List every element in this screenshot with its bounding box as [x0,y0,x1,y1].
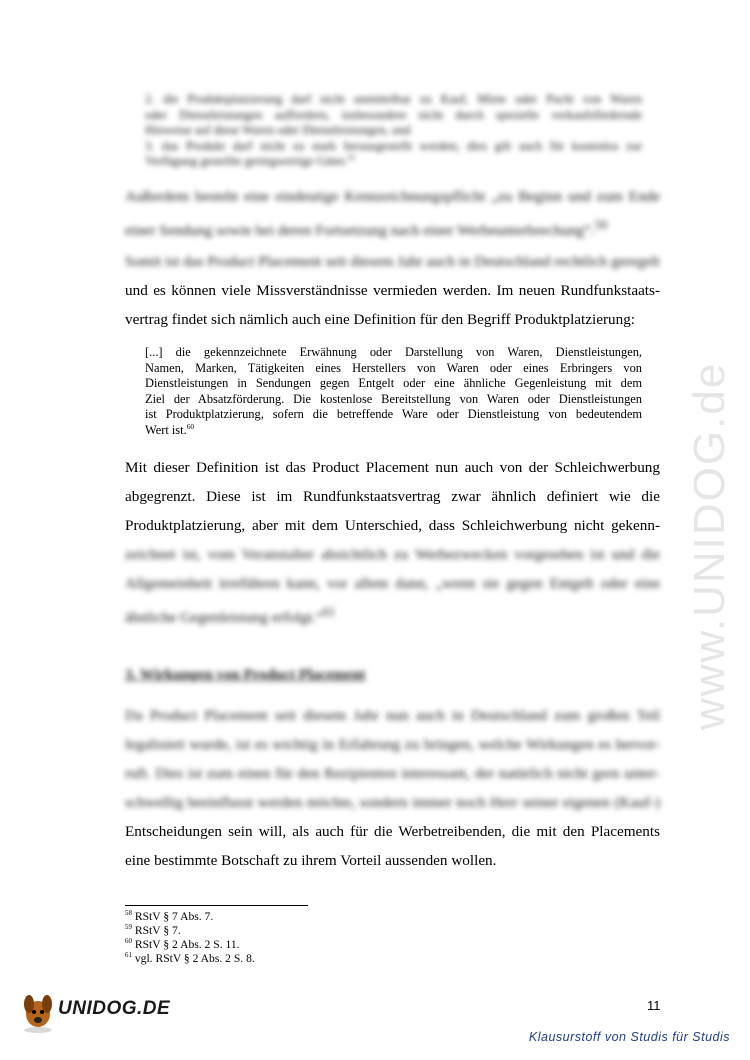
text-line: 2. die Produktplatzierung darf nicht unmittelbar zu Kauf, Miete oder Pacht von Waren [145,92,642,106]
text-line: legalisiert wurde, ist es wichtig in Erfahrung zu bringen, welche Wirkungen es hervor- [125,736,660,753]
text-line: Allgemeinheit irreführen kann, vor allem dann, „wenn sie gegen Entgelt oder eine [125,575,660,592]
text-line: oder Dienstleistungen auffordern, insbesondere nicht durch spezielle verkaufsfördernde [145,107,642,122]
footnote-ref: 61 [322,605,336,619]
footnotes [125,910,255,966]
footnote-ref: 60 [186,421,195,431]
footnote: $^{60}$ RStV § 2 Abs. 2 S. 11. [125,937,240,951]
text-line: ist Produktplatzierung, sofern die betreffende Ware oder Dienstleistung von bedeutendem [145,407,642,421]
page-number: 11 [647,998,661,1013]
logo-text: UNIDOG.DE [58,998,171,1019]
text-line: Da Product Placement seit diesem Jahr nun auch in Deutschland zum großen Teil [125,707,660,724]
text-line: ruft. Dies ist zum einen für den Rezipienten interessant, der natürlich nicht gern unter- [125,765,660,782]
text-line: vertrag findet sich nämlich auch eine Definition für den Begriff Produktplatzierung: [125,311,636,328]
text-line: einer Sendung sowie bei deren Fortsetzung nach einer Werbeunterbrechung“.$^{59}$ [125,218,608,240]
text-line: ähnliche Gegenleistung erfolgt.“$^{61}$ [125,605,336,627]
definition-quote [145,345,642,438]
section-heading: 3. Wirkungen von Product Placement [125,667,366,683]
text-line: Produktplatzierung, aber mit dem Unterschied, dass Schleichwerbung nicht gekenn- [125,517,660,534]
paragraph-schleichwerbung [125,453,660,632]
footnote: $^{59}$ RStV § 7. [125,923,181,937]
blurred-paragraph [125,182,660,245]
paragraph-definition-intro [125,247,660,334]
text-line: 3. das Produkt darf nicht zu stark herausgestellt werden; dies gilt auch für kostenlos zur [145,138,642,153]
text-line: abgegrenzt. Diese ist im Rundfunkstaatsvertrag zwar ähnlich definiert wie die [125,488,660,505]
footnote: $^{61}$ vgl. RStV § 2 Abs. 2 S. 8. [125,951,255,965]
footnote-ref: 59 [347,152,355,162]
text-line: Entscheidungen sein will, als auch für die Werbetreibenden, die mit den Placements [125,823,660,840]
footnote: $^{58}$ RStV § 7 Abs. 7. [125,909,214,923]
footnote-divider [125,905,308,906]
text-line: Außerdem besteht eine eindeutige Kennzeichnungspflicht „zu Beginn und zum Ende [125,188,660,205]
unidog-logo[interactable] [20,990,171,1038]
text-line: Namen, Marken, Tätigkeiten eines Herstellers von Waren oder eines Erbringers von [145,360,642,375]
text-line: Dienstleistungen in Sendungen gegen Entgelt oder eine ähnliche Gegenleistung mit dem [145,376,642,390]
dog-icon [20,990,60,1034]
text-line: [...] die gekennzeichnete Erwähnung oder Darstellung von Waren, Dienstleistungen, [145,345,642,359]
text-line: Hinweise auf diese Waren oder Dienstleistungen, und [145,123,411,137]
paragraph-wirkungen [125,701,660,875]
text-line: Verfügung gestellte geringwertige Güter.$^{59}$ [145,152,355,168]
text-line: Ziel der Absatzförderung. Die kostenlose Bereitstellung von Waren oder Dienstleistungen [145,391,642,406]
watermark: www.UNIDOG.de [685,361,734,730]
text-line: eine bestimmte Botschaft zu ihrem Vorteil aussenden wollen. [125,852,497,869]
text-line: schwellig beeinflusst werden möchte, sondern immer noch Herr seiner eigenen (Kauf-) [125,794,660,811]
text-line: Mit dieser Definition ist das Product Placement nun auch von der Schleichwerbung [125,459,660,476]
slogan: Klausurstoff von Studis für Studis [528,1030,730,1044]
blurred-quote [145,92,642,170]
text-line: Wert ist.$^{60}$ [145,421,195,437]
text-line: und es können viele Missverständnisse vermieden werden. Im neuen Rundfunkstaats- [125,282,660,299]
text-line: zeichnet ist, vom Veranstalter absichtlich zu Werbezwecken vorgesehen ist und die [125,546,660,563]
footnote-ref: 59 [594,218,608,232]
text-line: Somit ist das Product Placement seit diesem Jahr auch in Deutschland rechtlich geregelt [125,253,660,270]
